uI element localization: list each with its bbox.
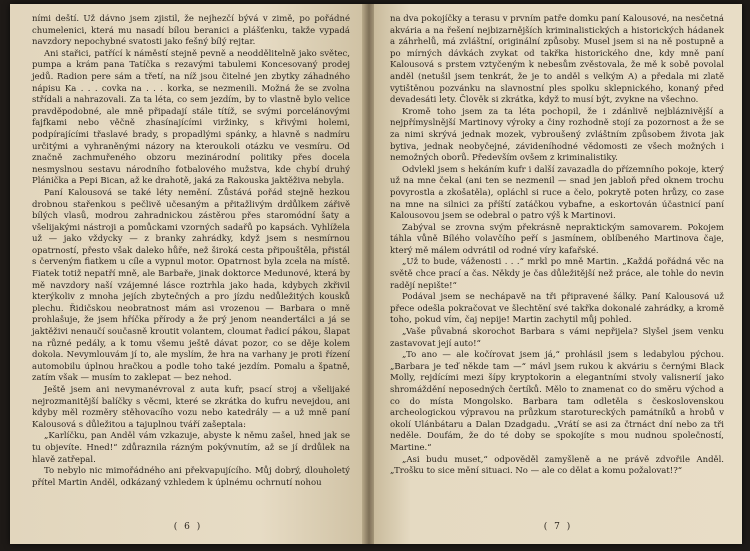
paragraph: Ani stařici, patřící k náměstí stejně pevně a neoddělitelně jako světec, pumpa a krám pana Tatíčka s rezavými tabulemi Koncesovaný prodej jedů. Radion pere sám a třetí, na níž jsou čitelné jen zbytky záhadného nápisu Ka . . . covka na . . . korka, se nezmenili. Možná že se zvolna střídali a nahrazovali. Za ta léta, co sem jezdím, by to vlastně bylo velice pravděpodobné, ale mně připadají stále títíž, se svými porcelánovými fajfkami nebo věčně zhasínajícími viržinky, s křivými holemi, podpírajícími třaslavé brady, s propadlými spánky, a hlavně s nadmíru určitými a vyhraněnými názory na kteroukoli otázku ve vesmíru. Od značně zachmuřeného obzoru mezinárodní politiky přes docela nesmyslnou sestavu národního fotbalového mužstva, kde chybí druhý Plánička a Pepi Bican, až ke drahotě, jaká za Rakouska jaktěživa nebyla. — [32, 48, 350, 187]
paragraph: ními deští. Už dávno jsem zjistil, že nejhezčí bývá v zimě, po pořádné chumelenici, která mu nasadí bílou beranici a plášťenku, takže vypadá navzdory nepochybné svatosti jako fešný bílý rejtar. — [32, 14, 350, 48]
page-number-left: ( 6 ) — [173, 522, 203, 532]
page-number-right: ( 7 ) — [543, 522, 573, 532]
book-spread — [10, 4, 742, 544]
right-page-text — [390, 14, 724, 478]
paragraph: Ještě jsem ani nevymanévroval z auta kufr, psací stroj a všelijaké nejrozmanitější balíčky s věcmi, které se zkrátka do kufru nevejdou, ani kdyby měl rozměry stěhovacího vozu nebo katedrály — a už mně paní Kalousová s důležitou a tajuplnou tváří zašeptala: — [32, 385, 350, 430]
paragraph: Kromě toho jsem za ta léta pochopil, že i zdánlivě nejbláznivější a nejpřímyslnější Martinovy výroky a činy rozhodně stojí za pozornost a že se za nimi skrývá jednak mozek, vybroušený zvláštním způsobem života jak bytiva, jednak neobyčejné, závideníhodné vědomosti ze všech možných i nemožných oborů. Především ovšem z kriminalistiky. — [390, 106, 724, 164]
paragraph: „To ano — ale kočírovat jsem já,“ prohlásil jsem s ledabylou pýchou. „Barbara je teď někde tam —“ mávl jsem rukou k akváriu s černými Black Molly, rejdícími mezi šípy kryptokorin a elegantními stvoly valisnerií jako shromáždění neposedných čertíků. Mělo to znamenat co do směru východ a co do místa Mongolsko. Barbara tam odletěla s československou archeologickou výpravou na průzkum starotureckých památníků a hrobů v okolí Ulánbátaru a Dalan Dzadgadu. „Vrátí se asi za čtrnáct dní nebo za tři neděle. Doufám, že do té doby se spokojíte s mou nudnou společností, Martine.“ — [390, 350, 724, 453]
paragraph: Zabýval se zrovna svým překrásně nepraktickým samovarem. Pokojem táhla vůně Bílého volavčího peří s jasmínem, oblíbeného Martinova čaje, který mě málem odvrátil od rodné víry kafařské. — [390, 222, 724, 256]
paragraph: Podával jsem se nechápavě na tři připravené šálky. Paní Kalousová už přece odešla pokračovat ve šlechtění své takřka dokonalé zahrádky, a kromě toho, pokud vím, čaj nepije! Martin zachytil můj pohled. — [390, 292, 724, 326]
paragraph: Paní Kalousová se také léty nemění. Zůstává pořád stejně hezkou drobnou stařenkou s pečlivě učesaným a přitažlivým drdůlkem zářivě bílých vlasů, modrou zahradnickou zástěrou přes staromódní šaty a všelijakými nástroji a pomůckami vzorných sadařů po kapsách. Vyhlížela už — jako vždycky — z branky zahrádky, když jsem s nesmírnou opatrností, přesto však daleko hůře, než široká cesta připouštěla, přistál s červeným fiatkem u cíle a vypnul motor. Opatrnost byla zcela na místě. Fiatek totiž nepatří mně, ale Barbaře, jinak doktorce Medunové, která by mě navzdory naší vzájemné lásce roztrhla jako hada, kdybych zkřivil kterýkoliv z mnoha jejích zbytečných a pro jízdu nedůležitých kousků plechu. Řidičskou neobratnost mám asi vrozenou — Barbara o mně prohlašuje, že jsem hříčka přírody a že prý jenom neandertálci a já se jaktěživi nenaučí současně kroutit volantem, cloumat řadicí pákou, šlapat na různé pedály, a k tomu všemu ještě dávat pozor, co se děje kolem dokola. Nevymlouvám jí to, ale myslím, že hra na varhany je proti řízení automobilu úplnou hračkou a podle toho také jezdím. Pomalu a špatně, zatím však — musím to zaklepat — bez nehod. — [32, 187, 350, 384]
paragraph: Odvlekl jsem s hekáním kufr i další zavazadla do přízemního pokoje, který už na mne čekal (ani ten se nezmenil — snad jen jabloň před oknem trochu povyrostla a zkošatěla), opláchl si ruce a čelo, pokrytě poten hrůzy, co zase na mne na silnici za příští zatáčkou vybafne, a eskortován účastnicí paní Kalousovou jsem se odebral o patro výš k Martinovi. — [390, 164, 724, 222]
paragraph: na dva pokojíčky a terasu v prvním patře domku paní Kalousové, na nesčetná akvária a na řešení nejbizarnějších kriminalistických a historických hádanek a záhrhelů, má zvláštní, originální způsoby. Musel jsem si na ně postupně a po mírných dávkách zvykat od takřka historického dne, kdy mně paní Kalousová s prstem vztyčeným k nebesům zvěstovala, že mě k sobě povolal anděl (netušil jsem tenkrát, že je to anděl s velkým A) a předala mi zlatě vytištěnou pozvánku na slavnostní ples spolku sklepnického, konaný před devadesáti lety. Člověk si zkrátka, když to musí být, zvykne na všechno. — [390, 14, 724, 106]
paragraph: To nebylo nic mimořádného ani překvapujícího. Můj dobrý, dlouholetý přítel Martin Anděl, odkázaný vzhledem k úplnému ochrnutí nohou — [32, 466, 350, 488]
paragraph: „Už to bude, váženosti . . .“ mrkl po mně Martin. „Každá pořádná věc na světě chce prací a čas. Někdy je čas důležitější než práce, ale tohle do nevin radějí nepište!“ — [390, 257, 724, 291]
paragraph: „Karlíčku, pan Anděl vám vzkazuje, abyste k němu zašel, hned jak se tu objevíte. Hned!“ zdůraznila rázným pokývnutím, až se jí drdůlek na hlavě zatřepal. — [32, 431, 350, 465]
right-page — [374, 4, 742, 544]
paragraph: „Asi budu muset,“ odpověděl zamyšleně a ne právě zdvořile Anděl. „Trošku to sice mění situaci. No — ale co dělat a komu požalovat!?“ — [390, 454, 724, 477]
left-page-text — [32, 14, 350, 489]
paragraph: „Vaše půvabná skorochot Barbara s vámi nepřijela? Slyšel jsem venku zastavovat její auto!“ — [390, 327, 724, 349]
left-page — [10, 4, 366, 544]
